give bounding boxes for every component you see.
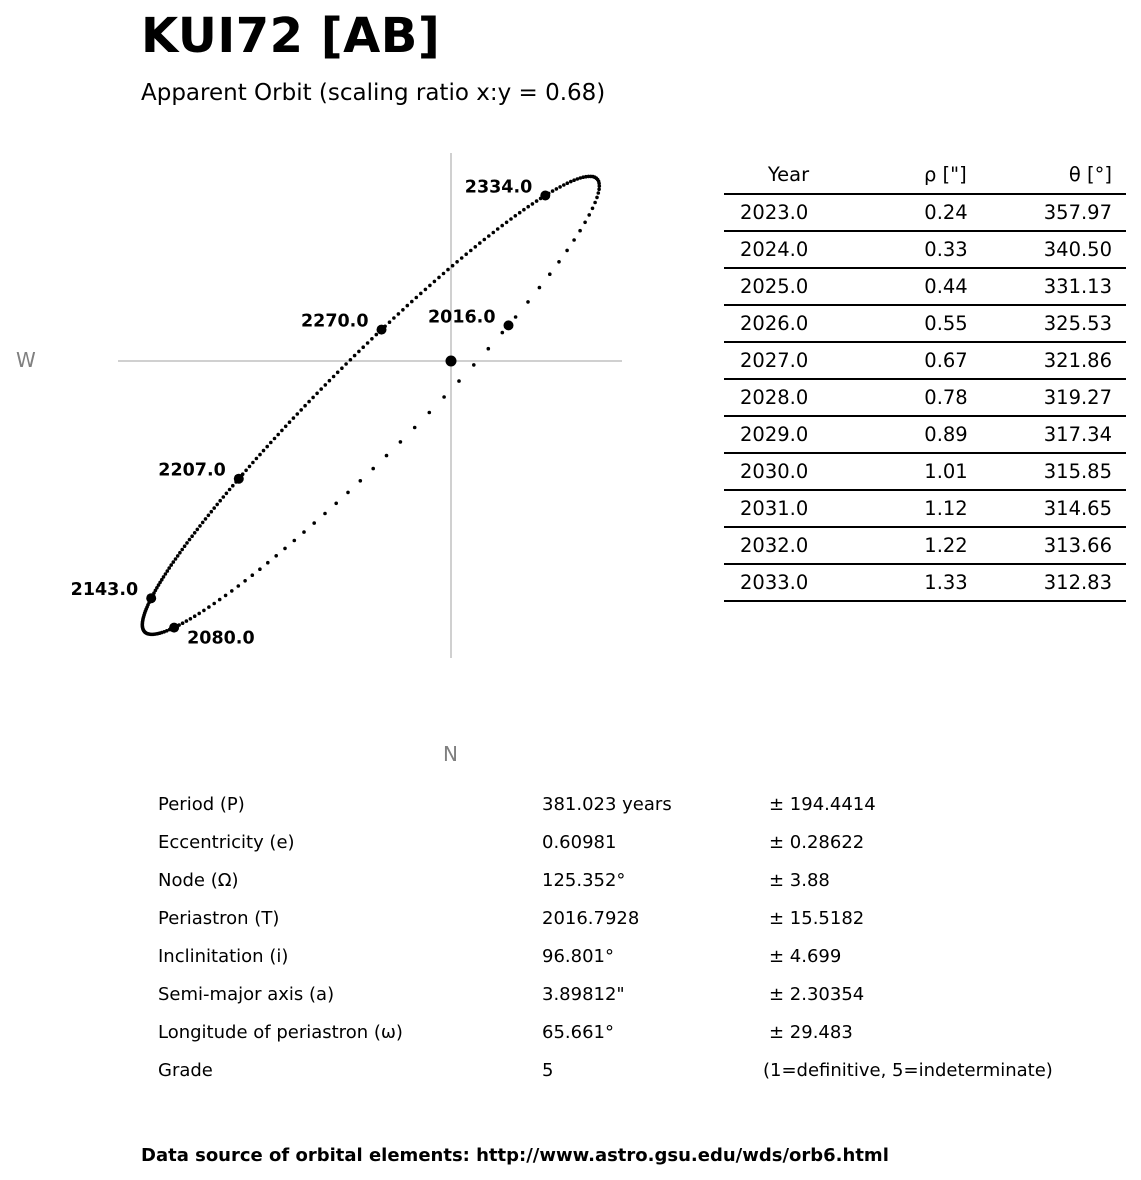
orbit-point — [204, 517, 208, 521]
north-label: N — [443, 742, 458, 766]
table-row — [724, 490, 1126, 527]
orbit-point — [266, 561, 270, 565]
orbit-point — [457, 379, 461, 383]
epoch-label: 2270.0 — [300, 311, 369, 332]
orbit-point — [288, 420, 292, 424]
cell-year: 2024.0 — [724, 231, 854, 268]
orbit-point — [334, 502, 338, 506]
orbit-point — [478, 241, 482, 245]
orbit-point — [228, 488, 232, 492]
orbit-point — [307, 400, 311, 404]
epoch-label: 2334.0 — [464, 177, 533, 198]
orbit-point — [258, 567, 262, 571]
epoch-label: 2016.0 — [427, 307, 496, 328]
orbit-point — [433, 280, 437, 284]
orbit-point — [349, 358, 353, 362]
cell-rho: 0.55 — [854, 305, 968, 342]
orbit-point — [189, 617, 193, 621]
epoch-marker — [169, 623, 179, 633]
epoch-label: 2207.0 — [158, 460, 226, 481]
orbit-point — [176, 554, 180, 558]
element-row — [0, 946, 1141, 982]
cell-theta: 357.97 — [968, 194, 1126, 231]
orbit-point — [303, 404, 307, 408]
element-row — [0, 984, 1141, 1020]
element-label: Longitude of periastron (ω) — [158, 1022, 403, 1043]
orbit-point — [255, 457, 259, 461]
orbit-point — [572, 238, 576, 242]
orbit-point — [526, 205, 530, 209]
orbit-point — [518, 211, 522, 215]
orbit-point — [522, 208, 526, 212]
element-label: Eccentricity (e) — [158, 832, 295, 853]
element-label: Node (Ω) — [158, 870, 239, 891]
orbit-point — [315, 392, 319, 396]
orbit-point — [251, 461, 255, 465]
cell-year: 2031.0 — [724, 490, 854, 527]
orbit-point — [244, 469, 248, 473]
cell-year: 2026.0 — [724, 305, 854, 342]
orbit-point — [514, 214, 518, 218]
header-rho: ρ ["] — [854, 156, 968, 194]
orbit-point — [172, 560, 176, 564]
orbit-point — [193, 531, 197, 535]
orbit-point — [370, 337, 374, 341]
orbit-point — [185, 541, 189, 545]
cell-theta: 319.27 — [968, 379, 1126, 416]
orbit-point — [185, 619, 189, 623]
orbit-point — [357, 350, 361, 354]
cell-theta: 314.65 — [968, 490, 1126, 527]
cell-rho: 1.01 — [854, 453, 968, 490]
orbit-point — [428, 411, 432, 415]
data-source-note: Data source of orbital elements: http://www.astro.gsu.edu/wds/orb6.html — [141, 1145, 889, 1166]
orbit-point — [483, 238, 487, 242]
cell-rho: 1.22 — [854, 527, 968, 564]
element-row — [0, 870, 1141, 906]
ephemeris-header-row — [724, 156, 1126, 194]
orbit-point — [505, 221, 509, 225]
orbit-point — [492, 231, 496, 235]
orbit-point — [319, 387, 323, 391]
element-value: 0.60981 — [542, 832, 617, 853]
epoch-label: 2080.0 — [187, 628, 255, 649]
orbit-point — [190, 534, 194, 538]
element-value: 5 — [542, 1060, 554, 1081]
orbit-point — [340, 366, 344, 370]
orbit-point — [401, 308, 405, 312]
epoch-label: 2143.0 — [70, 580, 139, 601]
orbit-point — [455, 260, 459, 264]
orbit-point — [166, 569, 170, 573]
orbit-point — [597, 188, 601, 192]
orbit-point — [202, 609, 206, 613]
orbit-point — [197, 612, 201, 616]
orbit-point — [243, 579, 247, 583]
orbit-point — [196, 528, 200, 532]
orbit-point — [555, 187, 559, 191]
orbit-point — [558, 185, 562, 189]
orbit-point — [230, 589, 234, 593]
cell-theta: 331.13 — [968, 268, 1126, 305]
cell-year: 2025.0 — [724, 268, 854, 305]
orbit-chart — [0, 140, 700, 780]
page-title: KUI72 [AB] — [141, 8, 441, 64]
orbit-point — [538, 286, 542, 290]
element-error: ± 29.483 — [769, 1022, 853, 1043]
table-row — [724, 527, 1126, 564]
element-value: 125.352° — [542, 870, 626, 891]
orbit-point — [174, 557, 178, 561]
orbit-point — [464, 252, 468, 256]
element-row — [0, 1022, 1141, 1058]
orbit-point — [566, 181, 570, 185]
orbit-point — [183, 544, 187, 548]
orbit-point — [237, 584, 241, 588]
epoch-marker — [540, 191, 550, 201]
orbit-point — [551, 189, 555, 193]
orbit-point — [188, 538, 192, 542]
orbit-point — [514, 315, 518, 319]
orbit-point — [212, 602, 216, 606]
orbit-point — [224, 594, 228, 598]
cell-theta: 315.85 — [968, 453, 1126, 490]
orbit-point — [361, 345, 365, 349]
orbit-point — [269, 441, 273, 445]
element-value: 96.801° — [542, 946, 614, 967]
cell-year: 2033.0 — [724, 564, 854, 601]
orbit-point — [415, 296, 419, 300]
orbit-point — [598, 184, 602, 188]
orbit-point — [531, 202, 535, 206]
orbit-point — [487, 347, 491, 351]
orbit-point — [548, 272, 552, 276]
orbit-point — [569, 180, 573, 184]
cell-theta: 313.66 — [968, 527, 1126, 564]
orbit-point — [496, 227, 500, 231]
cell-rho: 0.89 — [854, 416, 968, 453]
epoch-marker — [377, 325, 387, 335]
orbit-point — [293, 539, 297, 543]
orbit-point — [292, 416, 296, 420]
element-row — [0, 794, 1141, 830]
orbit-point — [501, 331, 505, 335]
orbit-point — [180, 548, 184, 552]
header-theta: θ [°] — [968, 156, 1126, 194]
orbit-point — [562, 183, 566, 187]
orbit-point — [406, 304, 410, 308]
orbit-point — [218, 598, 222, 602]
orbit-point — [323, 512, 327, 516]
orbit-point — [265, 445, 269, 449]
orbit-point — [557, 260, 561, 264]
orbit-point — [336, 371, 340, 375]
orbit-point — [392, 316, 396, 320]
orbit-path — [141, 175, 602, 637]
element-label: Periastron (T) — [158, 908, 280, 929]
element-row — [0, 1060, 1141, 1096]
orbit-point — [572, 178, 576, 182]
orbit-point — [366, 341, 370, 345]
cell-rho: 1.12 — [854, 490, 968, 527]
orbit-point — [446, 268, 450, 272]
element-error: ± 0.28622 — [769, 832, 865, 853]
orbit-point — [193, 614, 197, 618]
element-value: 3.89812" — [542, 984, 625, 1005]
orbit-point — [413, 426, 417, 430]
table-row — [724, 305, 1126, 342]
orbit-point — [385, 454, 389, 458]
orbit-point — [587, 213, 591, 217]
orbit-point — [388, 320, 392, 324]
cell-year: 2027.0 — [724, 342, 854, 379]
table-row — [724, 416, 1126, 453]
cell-year: 2023.0 — [724, 194, 854, 231]
orbit-point — [583, 221, 587, 225]
page-subtitle: Apparent Orbit (scaling ratio x:y = 0.68) — [141, 80, 606, 106]
orbit-point — [169, 563, 173, 567]
orbit-point — [500, 224, 504, 228]
orbit-point — [258, 453, 262, 457]
orbit-point — [225, 492, 229, 496]
orbit-point — [296, 412, 300, 416]
orbit-point — [274, 554, 278, 558]
orbit-point — [344, 362, 348, 366]
orbit-point — [346, 491, 350, 495]
cell-theta: 340.50 — [968, 231, 1126, 268]
orbit-point — [399, 440, 403, 444]
element-label: Grade — [158, 1060, 213, 1081]
cell-year: 2032.0 — [724, 527, 854, 564]
orbit-point — [207, 605, 211, 609]
cell-year: 2030.0 — [724, 453, 854, 490]
orbit-point — [410, 300, 414, 304]
table-row — [724, 194, 1126, 231]
orbit-point — [280, 429, 284, 433]
orbit-point — [451, 264, 455, 268]
orbit-point — [591, 207, 595, 211]
orbit-point — [353, 354, 357, 358]
cell-theta: 321.86 — [968, 342, 1126, 379]
table-row — [724, 453, 1126, 490]
orbit-point — [442, 395, 446, 399]
epoch-marker — [234, 474, 244, 484]
table-row — [724, 231, 1126, 268]
orbit-point — [283, 547, 287, 551]
table-row — [724, 268, 1126, 305]
element-label: Period (P) — [158, 794, 245, 815]
orbit-point — [222, 495, 226, 499]
orbit-point — [371, 467, 375, 471]
table-row — [724, 342, 1126, 379]
cell-theta: 317.34 — [968, 416, 1126, 453]
ephemeris-table — [724, 156, 1126, 602]
orbit-point — [487, 234, 491, 238]
orbit-point — [231, 484, 235, 488]
element-label: Inclinitation (i) — [158, 946, 289, 967]
orbit-point — [472, 363, 476, 367]
orbit-point — [210, 510, 214, 514]
element-error: ± 194.4414 — [769, 794, 876, 815]
element-value: 65.661° — [542, 1022, 614, 1043]
element-label: Semi-major axis (a) — [158, 984, 335, 1005]
cell-theta: 312.83 — [968, 564, 1126, 601]
orbit-point — [535, 199, 539, 203]
orbit-point — [578, 229, 582, 233]
orbit-point — [251, 573, 255, 577]
orbit-point — [181, 621, 185, 625]
orbit-point — [442, 272, 446, 276]
orbit-point — [212, 506, 216, 510]
orbit-point — [375, 333, 379, 337]
epoch-marker — [146, 593, 156, 603]
orbit-point — [273, 437, 277, 441]
table-row — [724, 379, 1126, 416]
orbit-point — [597, 191, 601, 195]
orbit-point — [284, 425, 288, 429]
cell-rho: 0.44 — [854, 268, 968, 305]
orbit-point — [248, 465, 252, 469]
element-error: ± 4.699 — [769, 946, 842, 967]
element-error: ± 2.30354 — [769, 984, 865, 1005]
orbit-point — [332, 375, 336, 379]
orbit-point — [178, 551, 182, 555]
cell-rho: 0.33 — [854, 231, 968, 268]
cell-year: 2029.0 — [724, 416, 854, 453]
cell-rho: 0.24 — [854, 194, 968, 231]
cell-rho: 0.78 — [854, 379, 968, 416]
cell-rho: 0.67 — [854, 342, 968, 379]
west-label: W — [16, 348, 36, 372]
cell-theta: 325.53 — [968, 305, 1126, 342]
element-row — [0, 908, 1141, 944]
element-error: ± 3.88 — [769, 870, 830, 891]
element-error: ± 15.5182 — [769, 908, 865, 929]
primary-star — [446, 356, 457, 367]
element-error: (1=definitive, 5=indeterminate) — [763, 1060, 1053, 1081]
orbit-point — [593, 201, 597, 205]
epoch-marker — [504, 320, 514, 330]
orbit-point — [424, 288, 428, 292]
element-row — [0, 832, 1141, 868]
orbit-point — [509, 217, 513, 221]
orbit-point — [460, 256, 464, 260]
element-value: 381.023 years — [542, 794, 672, 815]
orbit-point — [262, 449, 266, 453]
orbit-point — [215, 503, 219, 507]
orbit-point — [474, 245, 478, 249]
orbit-point — [565, 249, 569, 253]
orbit-point — [198, 524, 202, 528]
orbit-point — [207, 514, 211, 518]
orbit-point — [397, 312, 401, 316]
epoch-markers — [71, 178, 551, 649]
orbit-point — [328, 379, 332, 383]
table-row — [724, 564, 1126, 601]
orbit-point — [218, 499, 222, 503]
orbit-point — [167, 566, 171, 570]
orbit-point — [469, 249, 473, 253]
orbit-point — [299, 408, 303, 412]
orbit-point — [595, 196, 599, 200]
orbit-point — [419, 292, 423, 296]
orbit-point — [526, 300, 530, 304]
orbit-point — [311, 396, 315, 400]
orbit-point — [312, 521, 316, 525]
orbit-point — [428, 284, 432, 288]
element-value: 2016.7928 — [542, 908, 640, 929]
orbit-point — [276, 433, 280, 437]
cell-rho: 1.33 — [854, 564, 968, 601]
orbit-point — [359, 479, 363, 483]
orbit-point — [302, 530, 306, 534]
header-year: Year — [724, 156, 854, 194]
orbit-point — [201, 521, 205, 525]
orbit-point — [437, 276, 441, 280]
cell-year: 2028.0 — [724, 379, 854, 416]
orbit-point — [324, 383, 328, 387]
